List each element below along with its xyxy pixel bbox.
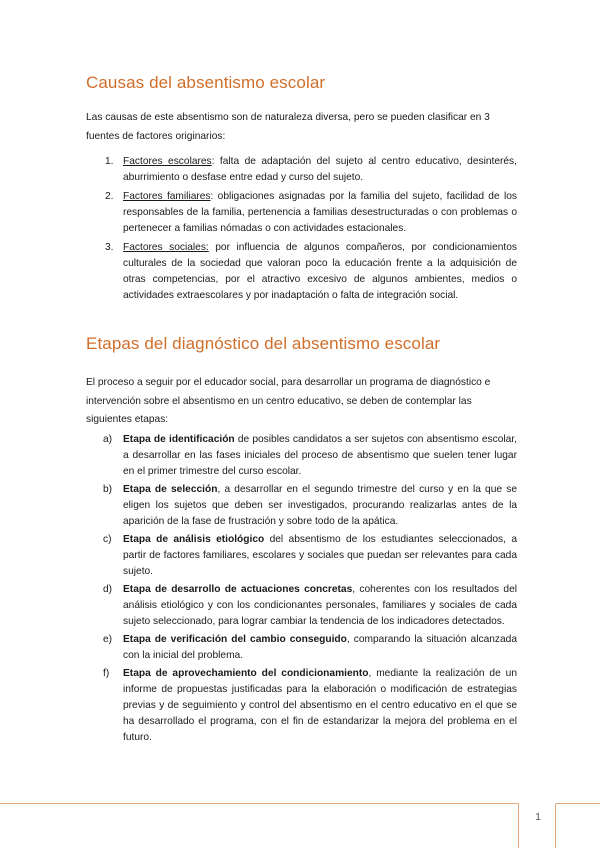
list-item-text: , coherentes con los resultados del análisis etiológico y con los condicionantes personales, familiares y sociales de cada sujeto seleccionado, para lograr cambiar la tendencia de los indicadores detectados. (123, 584, 518, 627)
stages-list (105, 432, 517, 748)
list-item: 2. Factores familiares: obligaciones asignadas por la familia del sujeto, facilidad de los responsables de la familia, pertenencia a familias desestructuradas o con problemas o pertenecer a familias nómadas o con actividades estacionales. (105, 191, 517, 234)
list-marker: f) (103, 668, 110, 679)
list-item-text: de posibles candidatos a ser sujetos con absentismo escolar, a desarrollar en las fases iniciales del proceso de absentismo que suelen tener lugar en el primer trimestre del curso escolar. (123, 434, 517, 477)
footer-rule-left (0, 803, 518, 804)
list-marker: c) (103, 534, 112, 545)
list-item (105, 666, 517, 746)
list-marker: 3. (105, 242, 114, 253)
list-marker: 1. (105, 156, 114, 167)
list-marker: a) (103, 434, 113, 445)
list-marker: d) (103, 584, 113, 595)
list-item-title: Etapa de análisis etiológico (123, 534, 265, 545)
list-item-title: Etapa de desarrollo de actuaciones concretas (123, 584, 353, 595)
list-item (105, 432, 517, 480)
page-number: 1 (535, 811, 541, 823)
list-item: 1. Factores escolares: falta de adaptación del sujeto al centro educativo, desinterés, aburrimiento o desfase entre edad y curso del sujeto. (105, 156, 517, 183)
list-item-title: Factores familiares (123, 191, 211, 202)
list-item (105, 240, 517, 304)
list-item-title: Factores sociales: (123, 242, 209, 253)
list-item-title: Etapa de aprovechamiento del condicionamiento (123, 668, 369, 679)
list-marker: e) (103, 634, 113, 645)
causes-intro-paragraph: Las causas de este absentismo son de naturaleza diversa, pero se pueden clasificar en 3 fuentes de factores originarios: (86, 112, 490, 142)
section-heading-causes: Causas del absentismo escolar (86, 73, 326, 92)
section-heading-stages: Etapas del diagnóstico del absentismo escolar (86, 334, 441, 353)
list-item-text: del absentismo de los estudiantes seleccionados, a partir de factores familiares, escolares y sociales que puedan ser relevantes para cada sujeto. (123, 534, 517, 577)
list-item-text: , a desarrollar en el segundo trimestre del curso y en la que se eligen los sujetos que deben ser investigados, procurando realizarlas antes de la aparición de la fase de frustración y sobre todo de la apática. (123, 484, 517, 527)
list-item-title: Etapa de selección (123, 484, 218, 495)
list-item-text: , mediante la realización de un informe de propuestas justificadas para la elaboración o modificación de estrategias previas y de seguimiento y control del absentismo en el centro educativo en el que se ha desarrollado el programa, con el fin de estandarizar la mejora del problema en el futuro. (123, 668, 517, 743)
list-item-title: Etapa de identificación (123, 434, 235, 445)
footer-rule-right (556, 803, 600, 804)
page-number-box (518, 803, 556, 848)
list-item-title: Factores escolares (123, 156, 212, 167)
list-item-text: obligaciones asignadas por la familia del sujeto, facilidad de los responsables de la familia, pertenencia a familias desestructuradas o con problemas o pertenecer a familias nómadas o con actividades estacionales. (123, 191, 517, 234)
causes-list (105, 154, 517, 307)
list-item-text: , comparando la situación alcanzada con la inicial del problema. (123, 634, 517, 661)
list-item (105, 532, 517, 580)
stages-intro-paragraph: El proceso a seguir por el educador social, para desarrollar un programa de diagnóstico e intervención sobre el absentismo en un centro educativo, se deben de contemplar las siguientes etapas: (86, 377, 491, 425)
list-marker: b) (103, 484, 113, 495)
list-item (105, 582, 517, 630)
list-item-text: falta de adaptación del sujeto al centro educativo, desinterés, aburrimiento o desfase entre edad y curso del sujeto. (123, 156, 517, 183)
list-item (105, 632, 517, 664)
list-marker: 2. (105, 191, 114, 202)
list-item (105, 482, 517, 530)
list-item-text: por influencia de algunos compañeros, por condicionamientos culturales de la sociedad que valoran poco la educación frente a la adquisición de otras competencias, por el atractivo excesivo de algunos ambientes, medios o actividades extraescolares y por inadaptación o falta de integración social. (123, 242, 517, 301)
list-item-title: Etapa de verificación del cambio conseguido (123, 634, 347, 645)
